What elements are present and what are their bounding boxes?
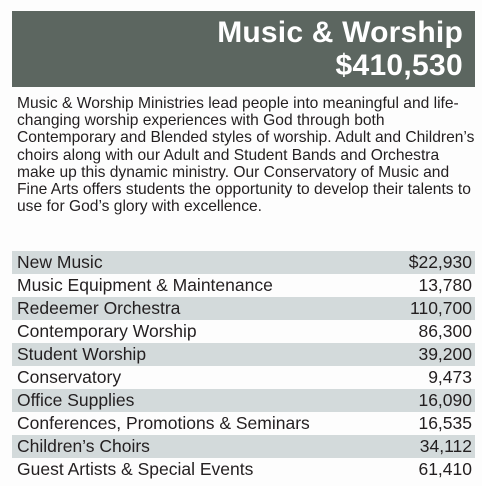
section-total-amount: $410,530 (335, 49, 463, 82)
item-label: Student Worship (17, 344, 147, 364)
item-label: Conservatory (17, 367, 122, 387)
item-label: Office Supplies (17, 390, 135, 410)
item-label: Redeemer Orchestra (17, 298, 181, 318)
item-value: 34,112 (419, 436, 472, 456)
item-label: Music Equipment & Maintenance (17, 275, 273, 295)
item-value: 86,300 (418, 321, 472, 341)
table-row (12, 320, 475, 343)
item-label: Conferences, Promotions & Seminars (17, 413, 310, 433)
item-value: 16,535 (418, 413, 472, 433)
section-title: Music & Worship (217, 16, 463, 49)
budget-table (12, 251, 475, 481)
item-label: New Music (17, 252, 103, 272)
table-row (12, 274, 475, 297)
item-label: Contemporary Worship (17, 321, 197, 341)
table-row (12, 297, 475, 320)
item-value: 61,410 (418, 459, 472, 479)
item-value: 39,200 (418, 344, 472, 364)
item-value: 13,780 (418, 275, 472, 295)
item-value: 110,700 (410, 298, 472, 318)
section-description: Music & Worship Ministries lead people into meaningful and life-changing worship experiences with God through both Contemporary and Blended styles of worship. Adult and Children’s choirs along with our Adult and Student Bands and Orchestra make up this dynamic ministry. Our Conservatory of Music and Fine Arts offers students the opportunity to develop their talents to use for God’s glory with excellence. (17, 95, 475, 216)
table-row (12, 389, 475, 412)
table-row (12, 412, 475, 435)
table-row (12, 251, 475, 274)
table-row (12, 435, 475, 458)
item-label: Guest Artists & Special Events (17, 459, 254, 479)
table-row (12, 343, 475, 366)
item-value: 9,473 (428, 367, 472, 387)
item-value: 16,090 (418, 390, 472, 410)
item-label: Children’s Choirs (17, 436, 150, 456)
table-row (12, 366, 475, 389)
item-value: $22,930 (408, 252, 472, 272)
section-header (12, 11, 475, 87)
table-row (12, 458, 475, 481)
